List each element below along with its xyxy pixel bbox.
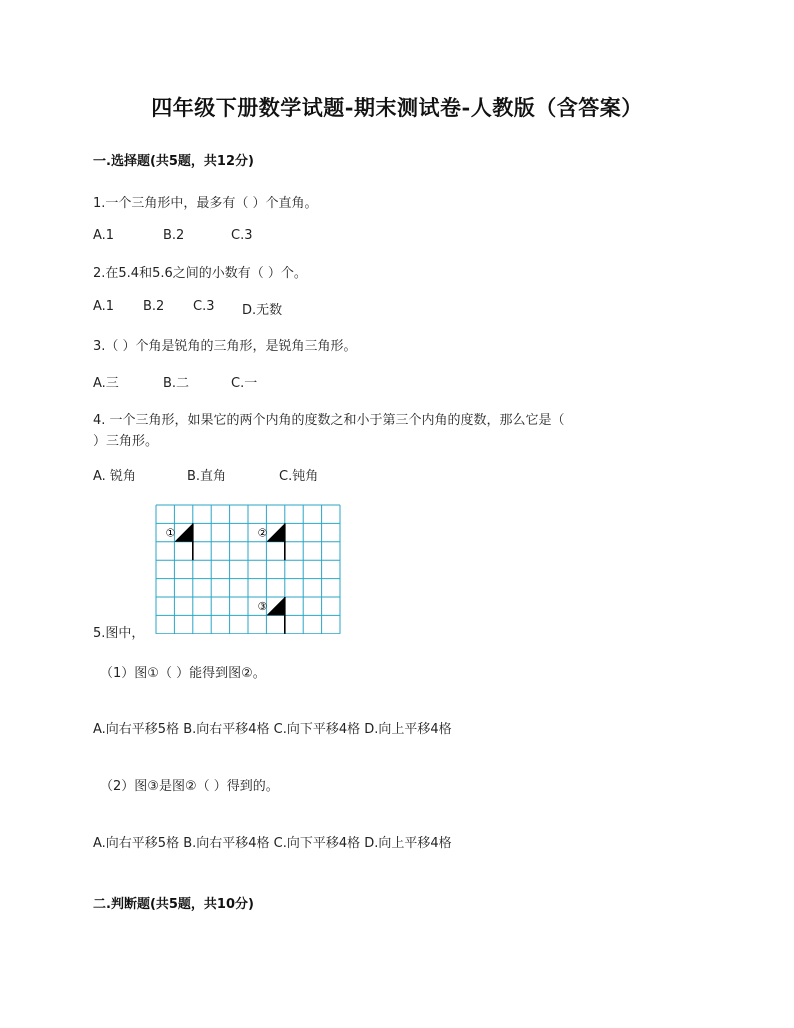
figure-ref-2: ② bbox=[241, 666, 253, 681]
figure-ref-2b: ② bbox=[184, 779, 197, 794]
page-title: 四年级下册数学试题-期末测试卷-人教版（含答案） bbox=[151, 95, 643, 120]
flag-label-2: ② bbox=[257, 526, 268, 540]
q3-option-c: C.一 bbox=[231, 376, 258, 391]
figure-ref-3: ③ bbox=[147, 779, 159, 794]
translation-grid-figure bbox=[155, 504, 341, 638]
section-2-heading: 二.判断题(共5题，共10分) bbox=[93, 897, 254, 912]
q5-sub-2 bbox=[100, 775, 279, 794]
q2-option-d: D.无数 bbox=[242, 303, 283, 318]
q2-option-c: C.3 bbox=[193, 299, 215, 314]
question-5: 5.图中， bbox=[93, 626, 145, 641]
q2-option-a: A.1 bbox=[93, 299, 115, 314]
q5-sub-1-suffix: 。 bbox=[252, 666, 266, 681]
question-2: 2.在5.4和5.6之间的小数有（ ）个。 bbox=[93, 266, 307, 281]
grid-diagram bbox=[155, 504, 341, 634]
q3-option-b: B.二 bbox=[163, 376, 190, 391]
q2-option-b: B.2 bbox=[143, 299, 165, 314]
flag-label-1: ① bbox=[165, 526, 176, 540]
q4-option-b: B.直角 bbox=[187, 469, 227, 484]
q4-option-a: A. 锐角 bbox=[93, 469, 136, 484]
q4-option-c: C.钝角 bbox=[279, 469, 319, 484]
q5-sub-2-middle: 是图 bbox=[158, 779, 185, 794]
q1-option-a: A.1 bbox=[93, 228, 115, 243]
flag-label-3: ③ bbox=[257, 600, 268, 614]
q5-sub-1-prefix: （1）图 bbox=[100, 666, 148, 681]
question-4-line-1: 4. 一个三角形，如果它的两个内角的度数之和小于第三个内角的度数，那么它是（ bbox=[93, 413, 565, 428]
question-4-line-2: ）三角形。 bbox=[93, 434, 159, 449]
q5-sub-1-options: A.向右平移5格 B.向右平移4格 C.向下平移4格 D.向上平移4格 bbox=[93, 722, 452, 737]
q5-sub-1 bbox=[100, 662, 266, 681]
question-1: 1.一个三角形中，最多有（ ）个直角。 bbox=[93, 196, 318, 211]
section-1-heading: 一.选择题(共5题，共12分) bbox=[93, 154, 254, 169]
q1-option-c: C.3 bbox=[231, 228, 253, 243]
q1-option-b: B.2 bbox=[163, 228, 185, 243]
q5-sub-2-prefix: （2）图 bbox=[100, 779, 148, 794]
q3-option-a: A.三 bbox=[93, 376, 119, 391]
q5-sub-2-options: A.向右平移5格 B.向右平移4格 C.向下平移4格 D.向上平移4格 bbox=[93, 836, 452, 851]
figure-ref-1: ① bbox=[147, 666, 159, 681]
q5-sub-2-suffix: （ ）得到的。 bbox=[196, 779, 279, 794]
question-3: 3.（ ）个角是锐角的三角形，是锐角三角形。 bbox=[93, 339, 357, 354]
q5-sub-1-middle: （ ）能得到图 bbox=[158, 666, 242, 681]
